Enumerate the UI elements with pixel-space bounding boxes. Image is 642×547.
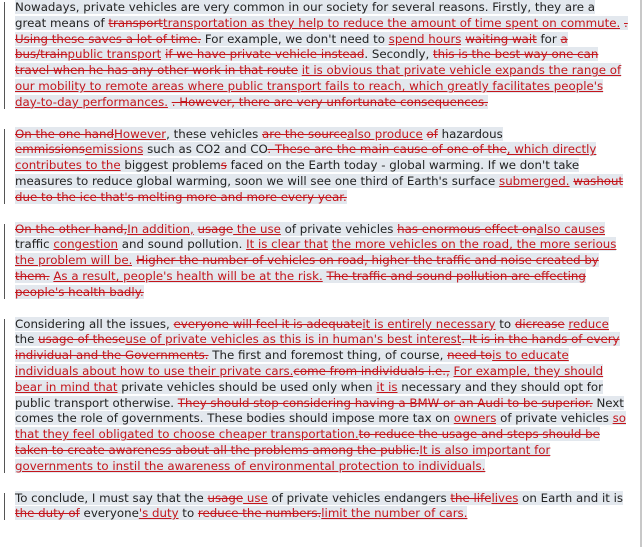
inserted-text: it is bbox=[376, 379, 398, 394]
text-run: faced on the Earth today - global warming. If we don't take measures to reduce global warming, soon we will see one third of Earth's surface bbox=[15, 158, 580, 188]
text-run: , these vehicles bbox=[166, 126, 263, 141]
deleted-text: transport bbox=[108, 15, 163, 30]
deleted-text: They should stop considering having a BMW or an Audi to be superior. bbox=[177, 395, 593, 410]
inserted-text: use of private vehicles as this is in human's best interest bbox=[125, 332, 462, 347]
deleted-text: usage bbox=[207, 490, 244, 505]
text-run: such as CO2 and CO bbox=[143, 142, 268, 157]
inserted-text: 's duty bbox=[138, 506, 179, 521]
inserted-text: so that they feel obligated to choose cheaper transportation. bbox=[15, 411, 626, 442]
deleted-text: has enormous effect on bbox=[397, 221, 537, 236]
text-run: For example, we don't need to bbox=[201, 31, 389, 46]
inserted-text: also causes bbox=[536, 221, 605, 236]
text-run: the bbox=[15, 332, 39, 347]
inserted-text: For example, they should bear in mind that bbox=[15, 363, 604, 394]
paragraph-emissions[interactable] bbox=[15, 127, 628, 206]
inserted-text: reduce bbox=[568, 316, 609, 331]
inserted-text: the use bbox=[233, 221, 281, 236]
inserted-text: it is entirely necessary bbox=[362, 316, 496, 331]
deleted-text: reduce the numbers. bbox=[197, 506, 322, 521]
text-run: for bbox=[536, 31, 561, 46]
inserted-text: transportation as they help to reduce the amount of time spent on commute. bbox=[162, 15, 621, 30]
text-run: . Secondly, bbox=[364, 47, 434, 62]
deleted-text: if we have private vehicle instead bbox=[165, 47, 365, 62]
deleted-text: emmissions bbox=[15, 142, 85, 157]
paragraph-solutions[interactable] bbox=[15, 317, 628, 475]
inserted-text: use bbox=[243, 490, 268, 505]
deleted-text: washout due to the ice that's melting more and more every year. bbox=[15, 173, 624, 204]
text-run bbox=[194, 222, 198, 236]
deleted-text: this is the best way one can travel when he has any other work in that route bbox=[15, 47, 599, 78]
deleted-text: waiting wait bbox=[465, 31, 537, 46]
inserted-text: owners bbox=[453, 411, 497, 426]
text-run: Nowadays, private vehicles are very common in our society for several reasons. Firstly, they are a great means of bbox=[15, 0, 595, 30]
text-run: hazardous bbox=[437, 126, 503, 141]
text-run: Next comes the role of governments. These bodies should impose more tax on bbox=[15, 395, 624, 426]
deleted-text: usage bbox=[197, 221, 234, 236]
deleted-text: On the other hand, bbox=[15, 221, 128, 236]
inserted-text: public transport bbox=[67, 47, 162, 62]
inserted-text: In addition, bbox=[127, 221, 194, 236]
deleted-text: . It is in the hands of every individual and the Governments. bbox=[15, 332, 620, 363]
inserted-text: spend hours bbox=[388, 31, 462, 46]
text-run: on Earth and it is bbox=[518, 490, 624, 505]
text-run: and sound pollution. bbox=[118, 237, 247, 252]
text-run: traffic bbox=[15, 237, 54, 252]
deleted-text: The traffic and sound pollution are effecting people's health badly. bbox=[15, 268, 586, 299]
deleted-text: a bus/train bbox=[15, 31, 568, 62]
inserted-text: limit the number of cars. bbox=[321, 506, 468, 521]
deleted-text: come from individuals i.e., bbox=[293, 363, 450, 378]
text-run: everyone bbox=[79, 506, 139, 521]
inserted-text: It is also important for governments to instil the awareness of environmental protection to individuals. bbox=[15, 442, 551, 473]
text-run: to bbox=[495, 316, 515, 331]
deleted-text: dicrease bbox=[514, 316, 565, 331]
text-run: private vehicles should be used only when bbox=[117, 379, 377, 394]
paragraph-conclusion[interactable] bbox=[15, 491, 628, 523]
deleted-text: s bbox=[220, 158, 227, 173]
text-run: To conclude, I must say that the bbox=[15, 490, 208, 505]
text-run: Considering all the issues, bbox=[15, 316, 174, 331]
deleted-text: . However, there are very unfortunate consequences. bbox=[171, 94, 488, 109]
inserted-text: submerged. bbox=[499, 173, 570, 188]
paragraph-traffic[interactable] bbox=[15, 222, 628, 301]
deleted-text: need to bbox=[447, 348, 493, 363]
text-run bbox=[450, 364, 454, 378]
deleted-text: Higher the number of vehicles on road, higher the traffic and noise created by them. bbox=[15, 253, 599, 283]
inserted-text: congestion bbox=[53, 237, 119, 252]
deleted-text: . Using these saves a lot of time. bbox=[15, 15, 628, 46]
inserted-text: It is clear that bbox=[246, 237, 328, 252]
deleted-text: . These are the main cause of one of the bbox=[267, 142, 507, 157]
text-run: of private vehicles endangers bbox=[267, 490, 451, 505]
deleted-text: are the source bbox=[262, 126, 348, 141]
paragraph-intro[interactable] bbox=[15, 0, 628, 111]
inserted-text: emissions bbox=[84, 142, 144, 157]
deleted-text: to reduce the usage and steps should be taken to create awareness about all the problems among the public. bbox=[15, 427, 600, 457]
inserted-text: However bbox=[114, 126, 167, 141]
inserted-text: is to educate individuals about how to use their private cars. bbox=[15, 348, 569, 378]
deleted-text: On the one hand bbox=[15, 126, 114, 141]
inserted-text: also produce bbox=[347, 126, 423, 141]
inserted-text: the more vehicles on the road, the more serious the problem will be. bbox=[15, 237, 617, 268]
deleted-text: the life bbox=[450, 490, 492, 505]
text-run: biggest problem bbox=[120, 158, 221, 173]
deleted-text: of bbox=[426, 126, 438, 141]
text-run: The first and foremost thing, of course, bbox=[208, 348, 448, 363]
deleted-text: everyone will feel it is adequate bbox=[173, 316, 363, 331]
inserted-text: it is obvious that private vehicle expands the range of our mobility to remote areas where public transport fails to reach, which greatly facilitates people's day-to-day performances. bbox=[15, 63, 622, 109]
deleted-text: usage of these bbox=[38, 332, 126, 347]
text-run: to bbox=[178, 506, 198, 521]
text-run: of private vehicles bbox=[496, 411, 613, 426]
inserted-text: , which directly contributes to the bbox=[15, 142, 597, 173]
inserted-text: lives bbox=[491, 490, 519, 505]
deleted-text: the duty of bbox=[15, 506, 80, 521]
text-run: necessary and they should opt for public transport otherwise. bbox=[15, 379, 604, 410]
inserted-text: As a result, people's health will be at the risk. bbox=[53, 268, 323, 283]
text-run bbox=[423, 127, 427, 141]
text-run: of private vehicles bbox=[280, 221, 398, 236]
